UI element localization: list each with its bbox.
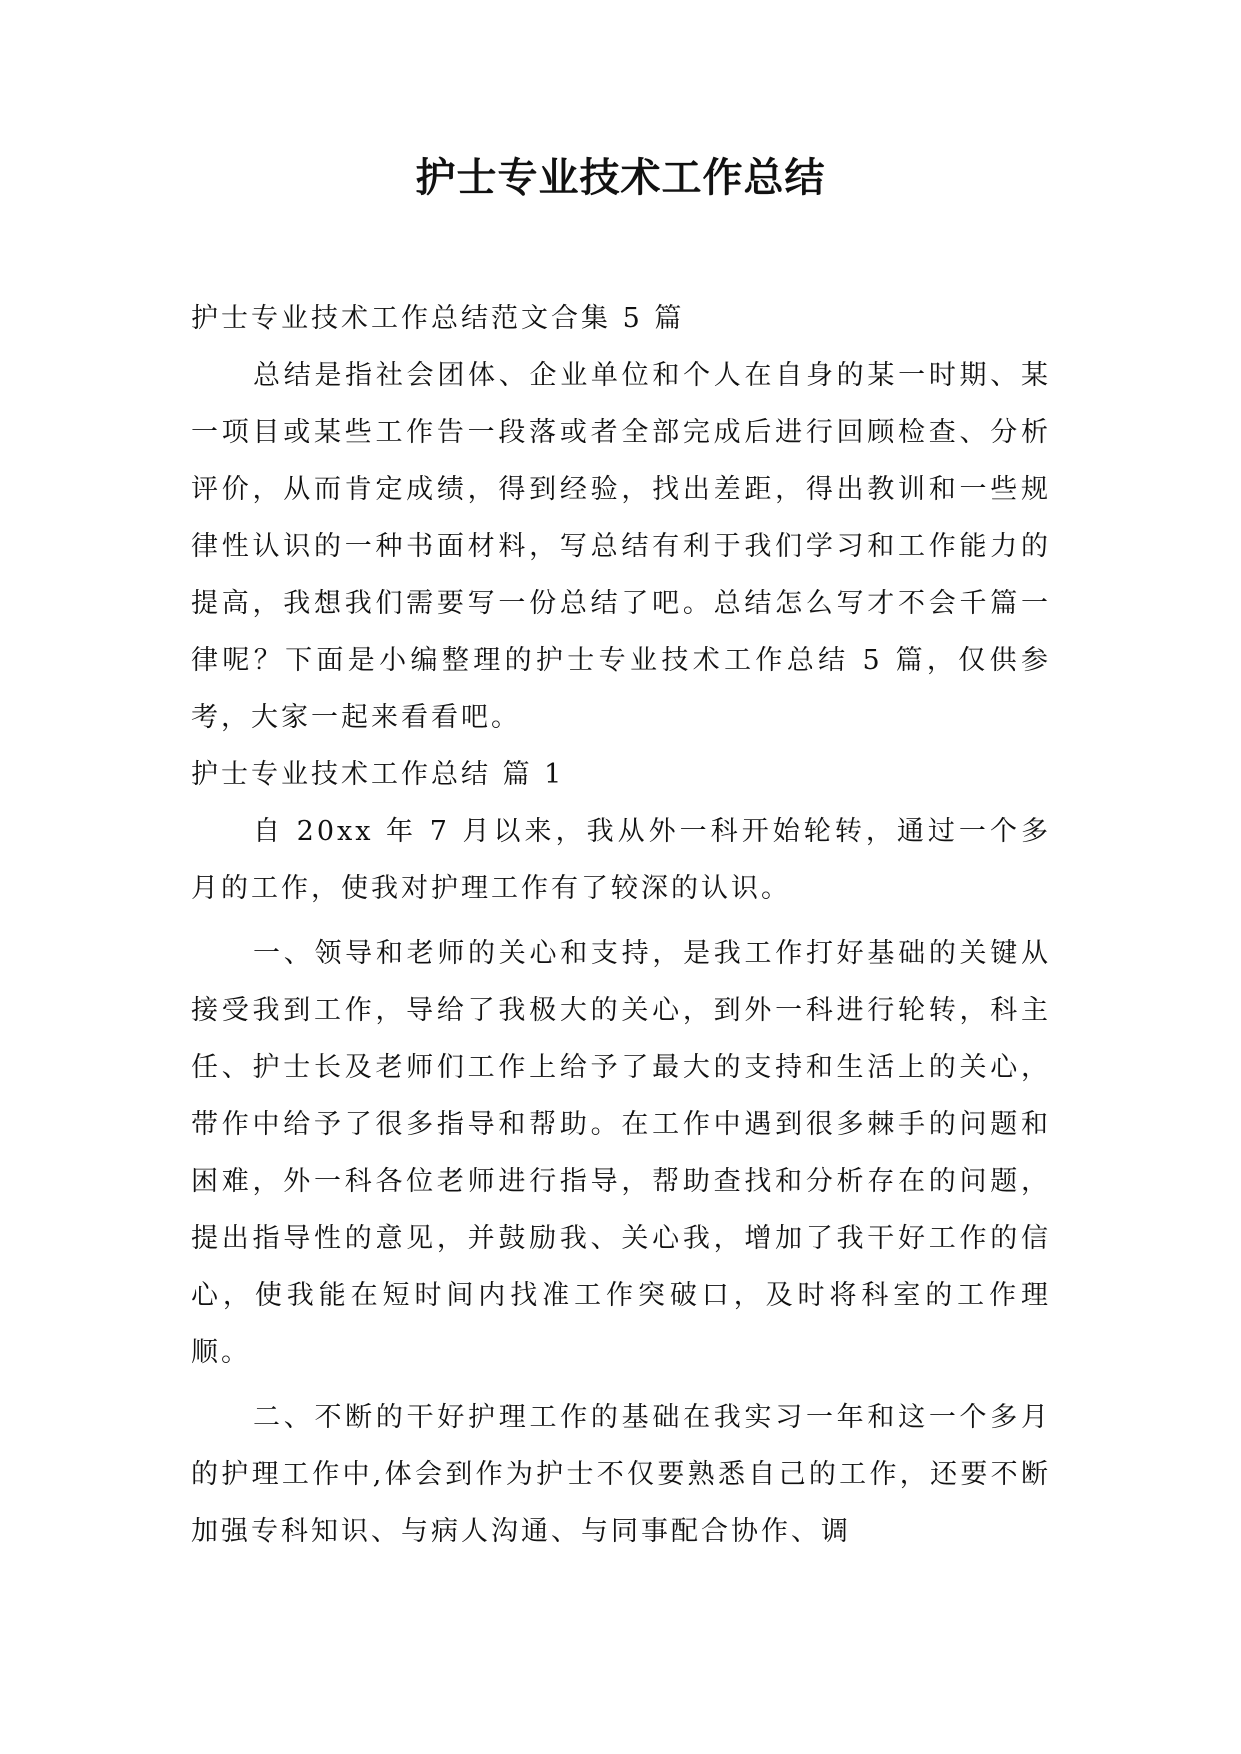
body-paragraph-3: 二、不断的干好护理工作的基础在我实习一年和这一个多月的护理工作中,体会到作为护士不仅要熟悉自己的工作，还要不断加强专科知识、与病人沟通、与同事配合协作、调 [191,1402,1051,1547]
intro-paragraph: 总结是指社会团体、企业单位和个人在自身的某一时期、某一项目或某些工作告一段落或者全部完成后进行回顾检查、分析评价，从而肯定成绩，得到经验，找出差距，得出教训和一些规律性认识的一种书面材料，写总结有利于我们学习和工作能力的提高，我想我们需要写一份总结了吧。总结怎么写才不会千篇一律呢？下面是小编整理的护士专业技术工作总结 5 篇，仅供参考，大家一起来看看吧。 [191,360,1051,733]
document-title: 护士专业技术工作总结 [415,155,826,201]
document-subtitle: 护士专业技术工作总结范文合集 5 篇 [191,303,685,334]
document-body [191,290,1051,1560]
body-paragraph-1: 自 20xx 年 7 月以来，我从外一科开始轮转，通过一个多月的工作，使我对护理工作有了较深的认识。 [191,816,1051,904]
body-paragraph-2: 一、领导和老师的关心和支持，是我工作打好基础的关键从接受我到工作，导给了我极大的关心，到外一科进行轮转，科主任、护士长及老师们工作上给予了最大的支持和生活上的关心，带作中给予了很多指导和帮助。在工作中遇到很多棘手的问题和困难，外一科各位老师进行指导，帮助查找和分析存在的问题，提出指导性的意见，并鼓励我、关心我，增加了我干好工作的信心，使我能在短时间内找准工作突破口，及时将科室的工作理顺。 [191,938,1051,1368]
section-heading: 护士专业技术工作总结 篇 1 [191,759,565,790]
